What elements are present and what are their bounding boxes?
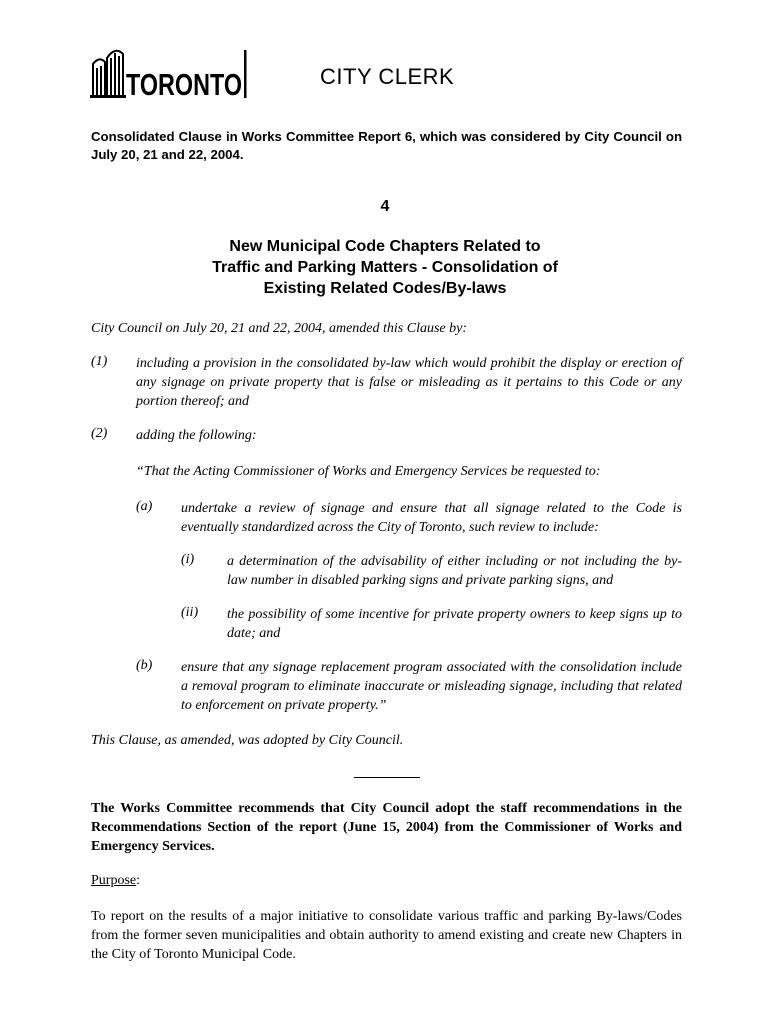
quoted-request: “That the Acting Commissioner of Works and Emergency Services be requested to:	[136, 464, 601, 479]
item-title-line: Traffic and Parking Matters - Consolidation of	[212, 259, 558, 276]
item-number: 4	[380, 198, 390, 215]
list-marker: (i)	[181, 552, 195, 567]
purpose-heading-colon: :	[136, 873, 141, 888]
amendment-item-2: adding the following:	[136, 428, 257, 443]
list-marker: (1)	[91, 354, 108, 369]
item-title	[150, 236, 620, 299]
purpose-heading-label: Purpose	[91, 873, 137, 888]
department-title: CITY CLERK	[320, 64, 455, 89]
city-hall-logo-icon	[90, 44, 250, 100]
purpose-body: To report on the results of a major initiative to consolidate various traffic and parking By-laws/Codes from the former seven municipalities and obtain authority to amend existing and create new Chapters in the City of Toronto Municipal Code.	[91, 909, 682, 962]
sub-item-a: undertake a review of signage and ensure that all signage related to the Code is eventually standardized across the City of Toronto, such review to include:	[181, 501, 682, 535]
purpose-heading	[91, 871, 140, 890]
consolidated-clause-note: Consolidated Clause in Works Committee Report 6, which was considered by City Council on July 20, 21 and 22, 2004.	[91, 129, 682, 162]
item-title-line: New Municipal Code Chapters Related to	[229, 238, 541, 255]
sub-item-i: a determination of the advisability of either including or not including the by-law number in disabled parking signs and private parking signs, and	[227, 554, 682, 588]
committee-recommendation: The Works Committee recommends that City Council adopt the staff recommendations in the Recommendations Section of the report (June 15, 2004) from the Commissioner of Works and Emergency Services.	[91, 801, 682, 854]
sub-item-b: ensure that any signage replacement program associated with the consolidation include a removal program to eliminate inaccurate or misleading signage, including that related to enforcement on private property.”	[181, 660, 682, 713]
list-marker: (b)	[136, 658, 153, 673]
amendment-item-1: including a provision in the consolidated by-law which would prohibit the display or erection of any signage on private property that is false or misleading as it pertains to this Code or any portion thereof; and	[136, 356, 682, 409]
sub-item-ii: the possibility of some incentive for private property owners to keep signs up to date; and	[227, 607, 682, 641]
item-title-line: Existing Related Codes/By-laws	[263, 280, 507, 297]
logo-wordmark: TORONTO	[126, 67, 242, 102]
toronto-logo	[90, 44, 250, 100]
list-marker: (a)	[136, 499, 153, 514]
list-marker: (2)	[91, 426, 108, 441]
section-divider	[354, 777, 420, 778]
list-marker: (ii)	[181, 605, 199, 620]
amendment-intro: City Council on July 20, 21 and 22, 2004, amended this Clause by:	[91, 321, 468, 336]
adoption-statement: This Clause, as amended, was adopted by City Council.	[91, 733, 404, 748]
